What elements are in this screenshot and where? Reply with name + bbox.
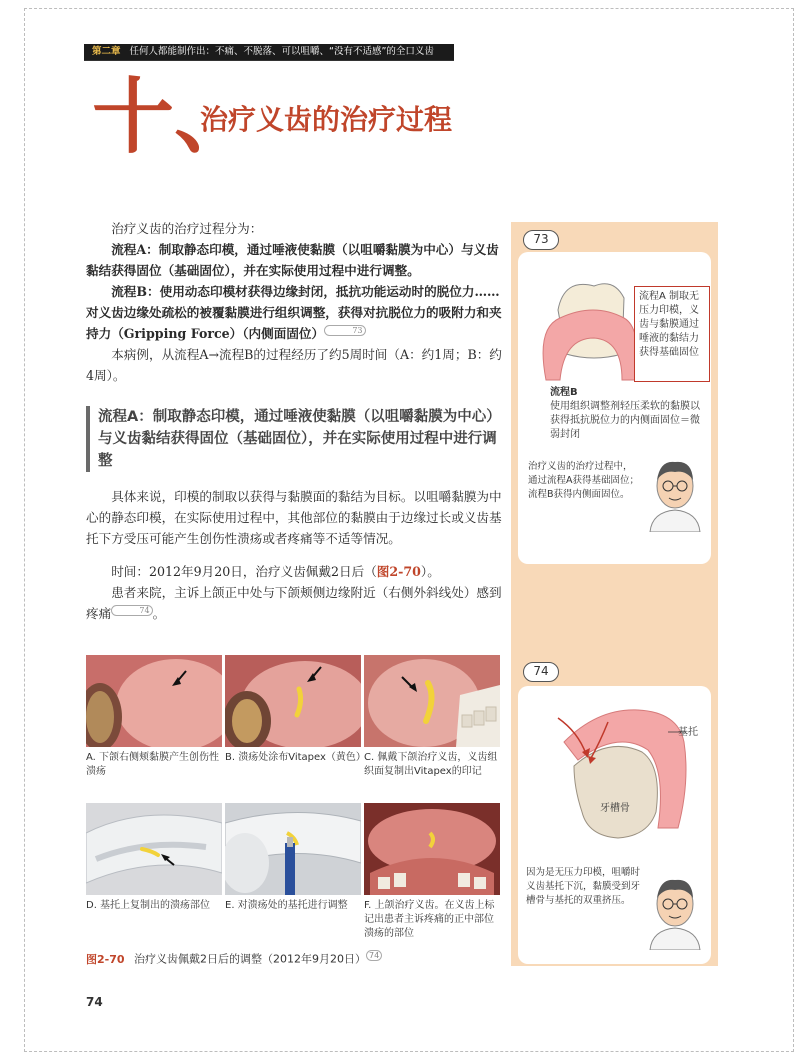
photo-f bbox=[364, 803, 500, 895]
figure-caption bbox=[86, 950, 382, 967]
page-number: 74 bbox=[86, 995, 103, 1009]
flow-a-subheading: 流程A：制取静态印模，通过唾液使黏膜（以咀嚼黏膜为中心）与义齿黏结获得固位（基础固位），并在实际使用过程中进行调整 bbox=[86, 406, 504, 472]
sidebar-card-73 bbox=[518, 252, 711, 564]
flow-b-title: 流程B bbox=[550, 387, 578, 398]
flow-a-box: 流程A 制取无压力印模，义齿与黏膜通过唾液的黏结力获得基础固位 bbox=[634, 286, 710, 382]
case-text bbox=[86, 486, 502, 624]
chapter-label: 第二章 bbox=[92, 46, 121, 57]
photo-c bbox=[364, 655, 500, 747]
label-bone: 牙槽骨 bbox=[600, 803, 630, 814]
case-paragraph: 具体来说，印模的制取以获得与黏膜面的黏结为目标。以咀嚼黏膜为中心的静态印模，在实际使用过程中，其他部位的黏膜由于边缘过长或义齿基托下方受压可能产生创伤性溃疡或者疼痛等不适等情况。 bbox=[86, 489, 502, 546]
doctor-avatar-icon bbox=[646, 454, 704, 532]
sidebar-card-74 bbox=[518, 686, 711, 964]
ref-badge-74: 74 bbox=[523, 662, 559, 682]
date-paragraph: 时间：2012年9月20日，治疗义齿佩戴2日后（图2-70）。 bbox=[111, 564, 440, 579]
caption-c: C. 佩戴下颌治疗义齿，义齿组织面复制出Vitapex的印记 bbox=[364, 752, 498, 777]
label-base: 基托 bbox=[678, 727, 698, 738]
duration-paragraph: 本病例，从流程A→流程B的过程经历了约5周时间（A：约1周；B：约4周）。 bbox=[86, 347, 502, 383]
caption-f: F. 上颌治疗义齿。在义齿上标记出患者主诉疼痛的正中部位溃疡的部位 bbox=[364, 900, 495, 939]
alveolar-diagram bbox=[538, 702, 698, 842]
figure-ref: 图2-70 bbox=[376, 564, 421, 579]
flow-b-description: 使用组织调整剂轻压柔软的黏膜以获得抵抗脱位力的内侧面固位＝微弱封闭 bbox=[550, 401, 700, 440]
photo-e bbox=[225, 803, 361, 895]
photo-b bbox=[225, 655, 361, 747]
figure-title: 治疗义齿佩戴2日后的调整（2012年9月20日） bbox=[134, 952, 367, 966]
caption-a: A. 下颌右侧颊黏膜产生创伤性溃疡 bbox=[86, 752, 220, 777]
sidebar bbox=[511, 222, 718, 966]
section-number: 十、 bbox=[92, 69, 257, 165]
ref-badge-73: 73 bbox=[523, 230, 559, 250]
photo-d bbox=[86, 803, 222, 895]
figure-label: 图2-70 bbox=[86, 952, 125, 966]
section-title: 治疗义齿的治疗过程 bbox=[200, 103, 453, 136]
ref-marker: 74 bbox=[366, 950, 382, 961]
photo-a bbox=[86, 655, 222, 747]
flow-a-paragraph: 流程A：制取静态印模，通过唾液使黏膜（以咀嚼黏膜为中心）与义齿黏结获得固位（基础固位），并在实际使用过程中进行调整。 bbox=[86, 242, 499, 278]
ref-marker: 74 bbox=[111, 605, 152, 616]
doctor-comment-1: 治疗义齿的治疗过程中，通过流程A获得基础固位；流程B获得内侧面固位。 bbox=[528, 461, 639, 500]
complaint-paragraph: 患者来院，主诉上颌正中处与下颌颊侧边缘附近（右侧外斜线处）感到疼痛 74 。 bbox=[86, 585, 502, 621]
caption-d: D. 基托上复制出的溃疡部位 bbox=[86, 900, 211, 911]
doctor-comment-2: 因为是无压力印模，咀嚼时义齿基托下沉，黏膜受到牙槽骨与基托的双重挤压。 bbox=[526, 867, 641, 906]
chapter-subtitle: 任何人都能制作出：不痛、不脱落、可以咀嚼、“没有不适感”的全口义齿 bbox=[129, 46, 434, 57]
caption-e: E. 对溃疡处的基托进行调整 bbox=[225, 900, 348, 911]
intro-paragraph: 治疗义齿的治疗过程分为： bbox=[111, 221, 263, 236]
caption-b: B. 溃疡处涂布Vitapex（黄色） bbox=[225, 752, 366, 763]
intro-text bbox=[86, 218, 502, 386]
header-rule bbox=[84, 60, 454, 61]
flow-b-paragraph: 流程B：使用动态印模材获得边缘封闭，抵抗功能运动时的脱位力……对义齿边缘处疏松的被覆黏膜进行组织调整，获得对抗脱位力的吸附力和夹持力（Gripping Force）（内侧面固位） 73 bbox=[86, 284, 502, 341]
ref-marker: 73 bbox=[324, 325, 365, 336]
chapter-header bbox=[84, 44, 454, 60]
doctor-avatar-icon bbox=[646, 872, 704, 950]
